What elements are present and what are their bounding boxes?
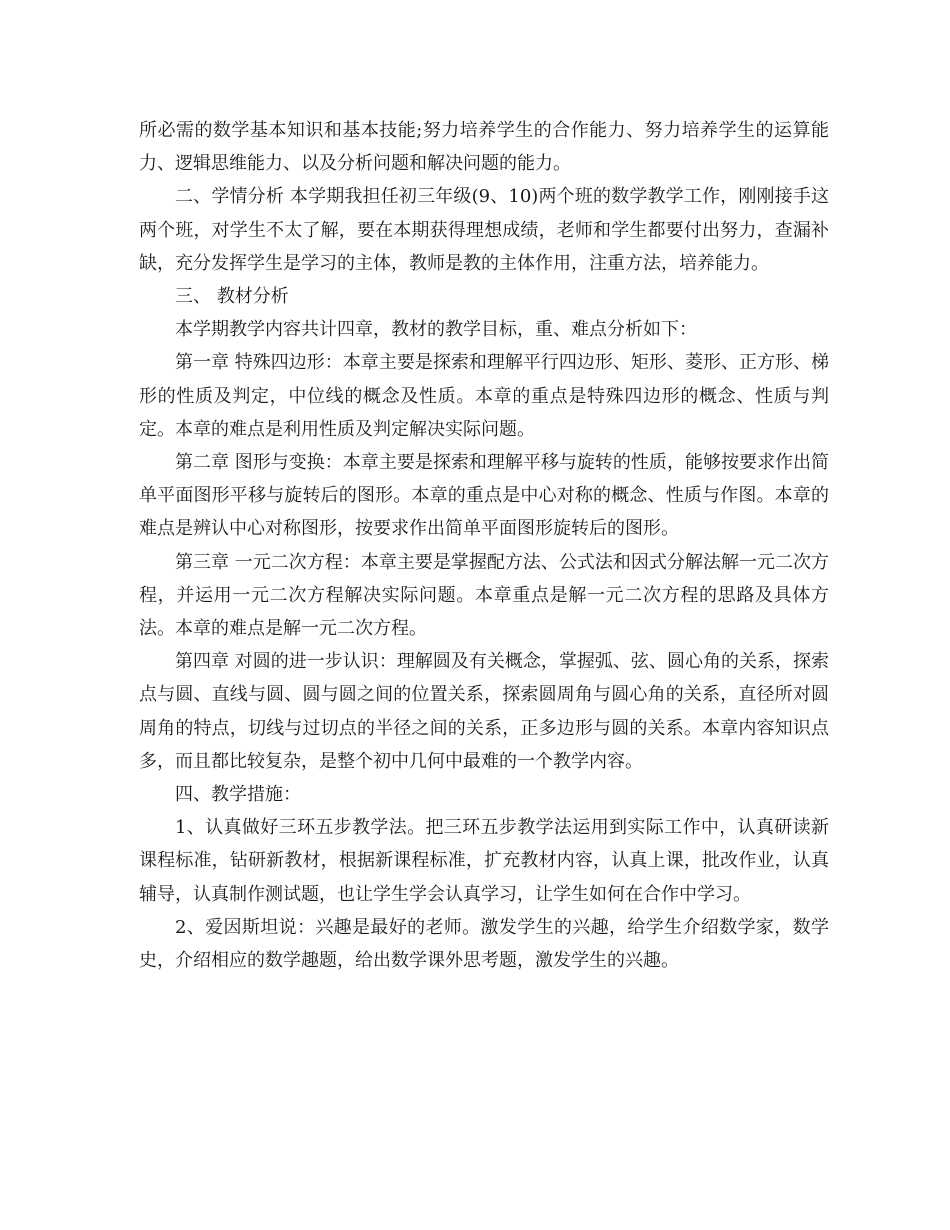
paragraph-textbook-intro: 本学期教学内容共计四章，教材的教学目标，重、难点分析如下：: [175, 319, 697, 341]
paragraph-learning-analysis: 二、学情分析 本学期我担任初三年级(9、10)两个班的数学教学工作，刚刚接手这两个班，对学生不太了解，要在本期获得理想成绩，老师和学生都要付出努力，查漏补缺，充分发挥学生是学习的主体，教师是教的主体作用，注重方法，培养能力。: [139, 186, 829, 274]
heading-textbook-analysis: 三、 教材分析: [175, 286, 289, 308]
heading-teaching-measures: 四、教学措施：: [175, 784, 301, 806]
paragraph-chapter-1: 第一章 特殊四边形：本章主要是探索和理解平行四边形、矩形、菱形、正方形、梯形的性质及判定，中位线的概念及性质。本章的重点是特殊四边形的概念、性质与判定。本章的难点是利用性质及判定解决实际问题。: [139, 352, 829, 440]
paragraph-measure-1: 1、认真做好三环五步教学法。把三环五步教学法运用到实际工作中，认真研读新课程标准，钻研新教材，根据新课程标准，扩充教材内容，认真上课，批改作业，认真辅导，认真制作测试题，也让学生学会认真学习，让学生如何在合作中学习。: [139, 817, 829, 905]
paragraph-continuation: 所必需的数学基本知识和基本技能;努力培养学生的合作能力、努力培养学生的运算能力、逻辑思维能力、以及分析问题和解决问题的能力。: [139, 120, 829, 175]
paragraph-measure-2: 2、爱因斯坦说：兴趣是最好的老师。激发学生的兴趣，给学生介绍数学家，数学史，介绍相应的数学趣题，给出数学课外思考题，激发学生的兴趣。: [139, 916, 829, 972]
paragraph-chapter-2: 第二章 图形与变换：本章主要是探索和理解平移与旋转的性质，能够按要求作出简单平面图形平移与旋转后的图形。本章的重点是中心对称的概念、性质与作图。本章的难点是辨认中心对称图形，按要求作出简单平面图形旋转后的图形。: [139, 452, 829, 540]
paragraph-chapter-3: 第三章 一元二次方程：本章主要是掌握配方法、公式法和因式分解法解一元二次方程，并运用一元二次方程解决实际问题。本章重点是解一元二次方程的思路及具体方法。本章的难点是解一元二次方程。: [139, 551, 829, 640]
document-body: [139, 114, 829, 977]
paragraph-chapter-4: 第四章 对圆的进一步认识：理解圆及有关概念，掌握弧、弦、圆心角的关系，探索点与圆、直线与圆、圆与圆之间的位置关系，探索圆周角与圆心角的关系，直径所对圆周角的特点，切线与过切点的半径之间的关系，正多边形与圆的关系。本章内容知识点多，而且都比较复杂，是整个初中几何中最难的一个教学内容。: [139, 651, 829, 772]
